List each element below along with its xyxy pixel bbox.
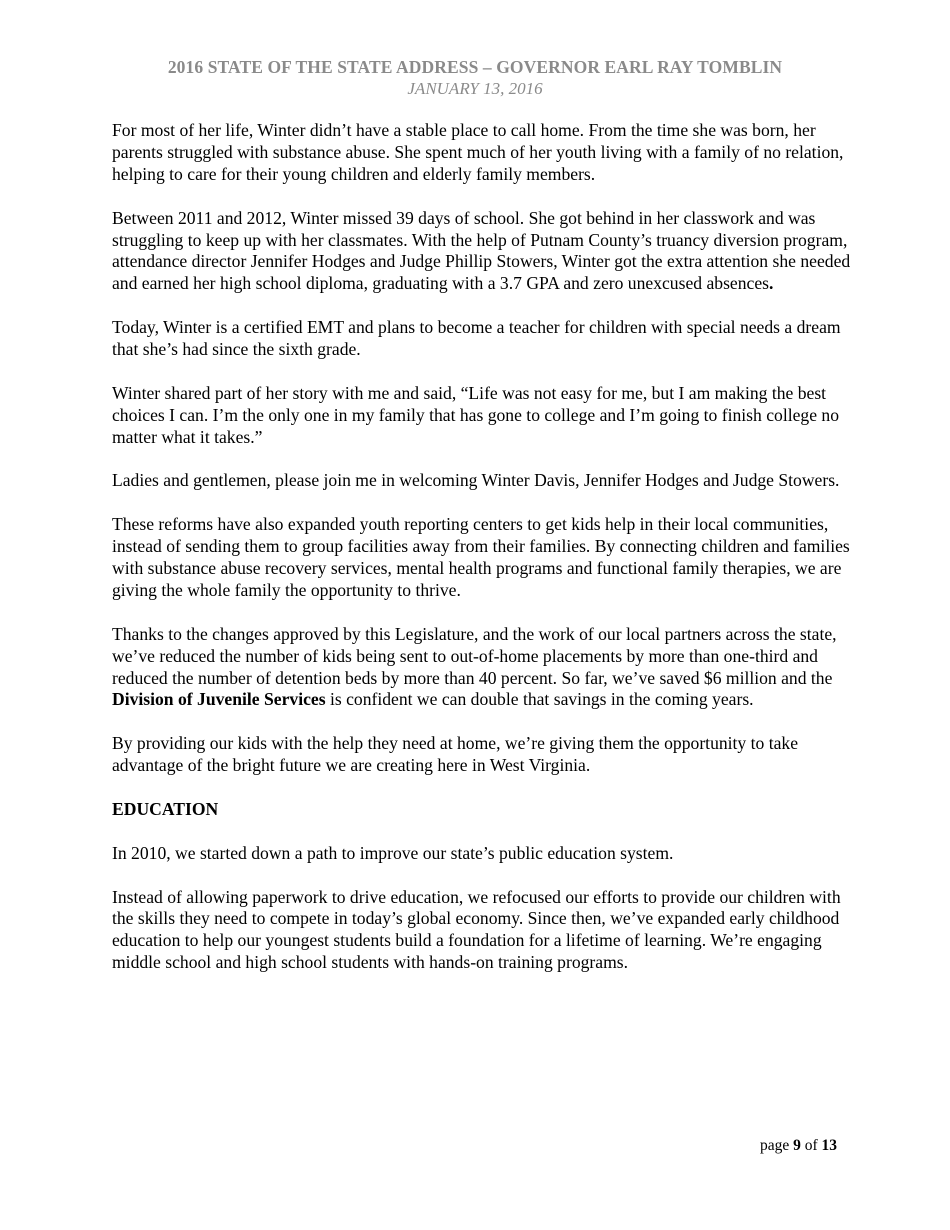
current-page: 9 [793,1137,801,1154]
page-number [760,1136,837,1156]
division-of-juvenile-services: Division of Juvenile Services [112,689,326,710]
paragraph-7-after: is confident we can double that savings in the coming years. [325,689,754,710]
paragraph-6: These reforms have also expanded youth reporting centers to get kids help in their local communities, instead of sending them to group facilities away from their families. By connecting children and families with substance abuse recovery services, mental health programs and functional family therapies, we are giving the whole family the opportunity to thrive. [112,514,850,600]
paragraph-10: Instead of allowing paperwork to drive education, we refocused our efforts to provide our children with the skills they need to compete in today’s global economy. Since then, we’ve expanded early childhood education to help our youngest students build a foundation for a lifetime of learning. We’re engaging middle school and high school students with hands-on training programs. [112,886,841,973]
paragraph-9: In 2010, we started down a path to improve our state’s public education system. [112,842,674,863]
header-title: 2016 STATE OF THE STATE ADDRESS – GOVERNOR EARL RAY TOMBLIN [167,57,783,77]
paragraph-2-text: Between 2011 and 2012, Winter missed 39 days of school. She got behind in her classwork and was struggling to keep up with her classmates. With the help of Putnam County’s truancy diversion program, attendance director Jennifer Hodges and Judge Phillip Stowers, Winter got the extra attention she needed and earned her high school diploma, graduating with a 3.7 GPA and zero unexcused absences [112,207,851,294]
paragraph-4: Winter shared part of her story with me and said, “Life was not easy for me, but I am making the best choices I can. I’m the only one in my family that has gone to college and I’m going to finish college no matter what it takes.” [112,382,840,447]
paragraph-7 [112,624,852,712]
paragraph-5: Ladies and gentlemen, please join me in welcoming Winter Davis, Jennifer Hodges and Judge Stowers. [112,470,840,491]
paragraph-8: By providing our kids with the help they need at home, we’re giving them the opportunity to take advantage of the bright future we are creating here in West Virginia. [112,733,799,776]
page-word: page [759,1137,790,1154]
of-word: of [804,1137,818,1154]
header-date: JANUARY 13, 2016 [407,79,543,98]
paragraph-2 [112,208,852,296]
paragraph-7-before: Thanks to the changes approved by this Legislature, and the work of our local partners across the state, we’ve reduced the number of kids being sent to out-of-home placements by more than one-third and reduced the number of detention beds by more than 40 percent. So far, we’ve saved $6 million and the [112,623,837,688]
paragraph-3: Today, Winter is a certified EMT and plans to become a teacher for children with special needs a dream that she’s had since the sixth grade. [112,317,841,360]
document-body [112,120,852,996]
section-heading-education: EDUCATION [112,798,219,819]
paragraph-1: For most of her life, Winter didn’t have a stable place to call home. From the time she was born, her parents struggled with substance abuse. She spent much of her youth living with a family of no relation, helping to care for their young children and elderly family members. [112,120,844,184]
total-pages: 13 [821,1137,837,1154]
paragraph-2-end: . [768,273,774,294]
page-header [0,56,950,100]
